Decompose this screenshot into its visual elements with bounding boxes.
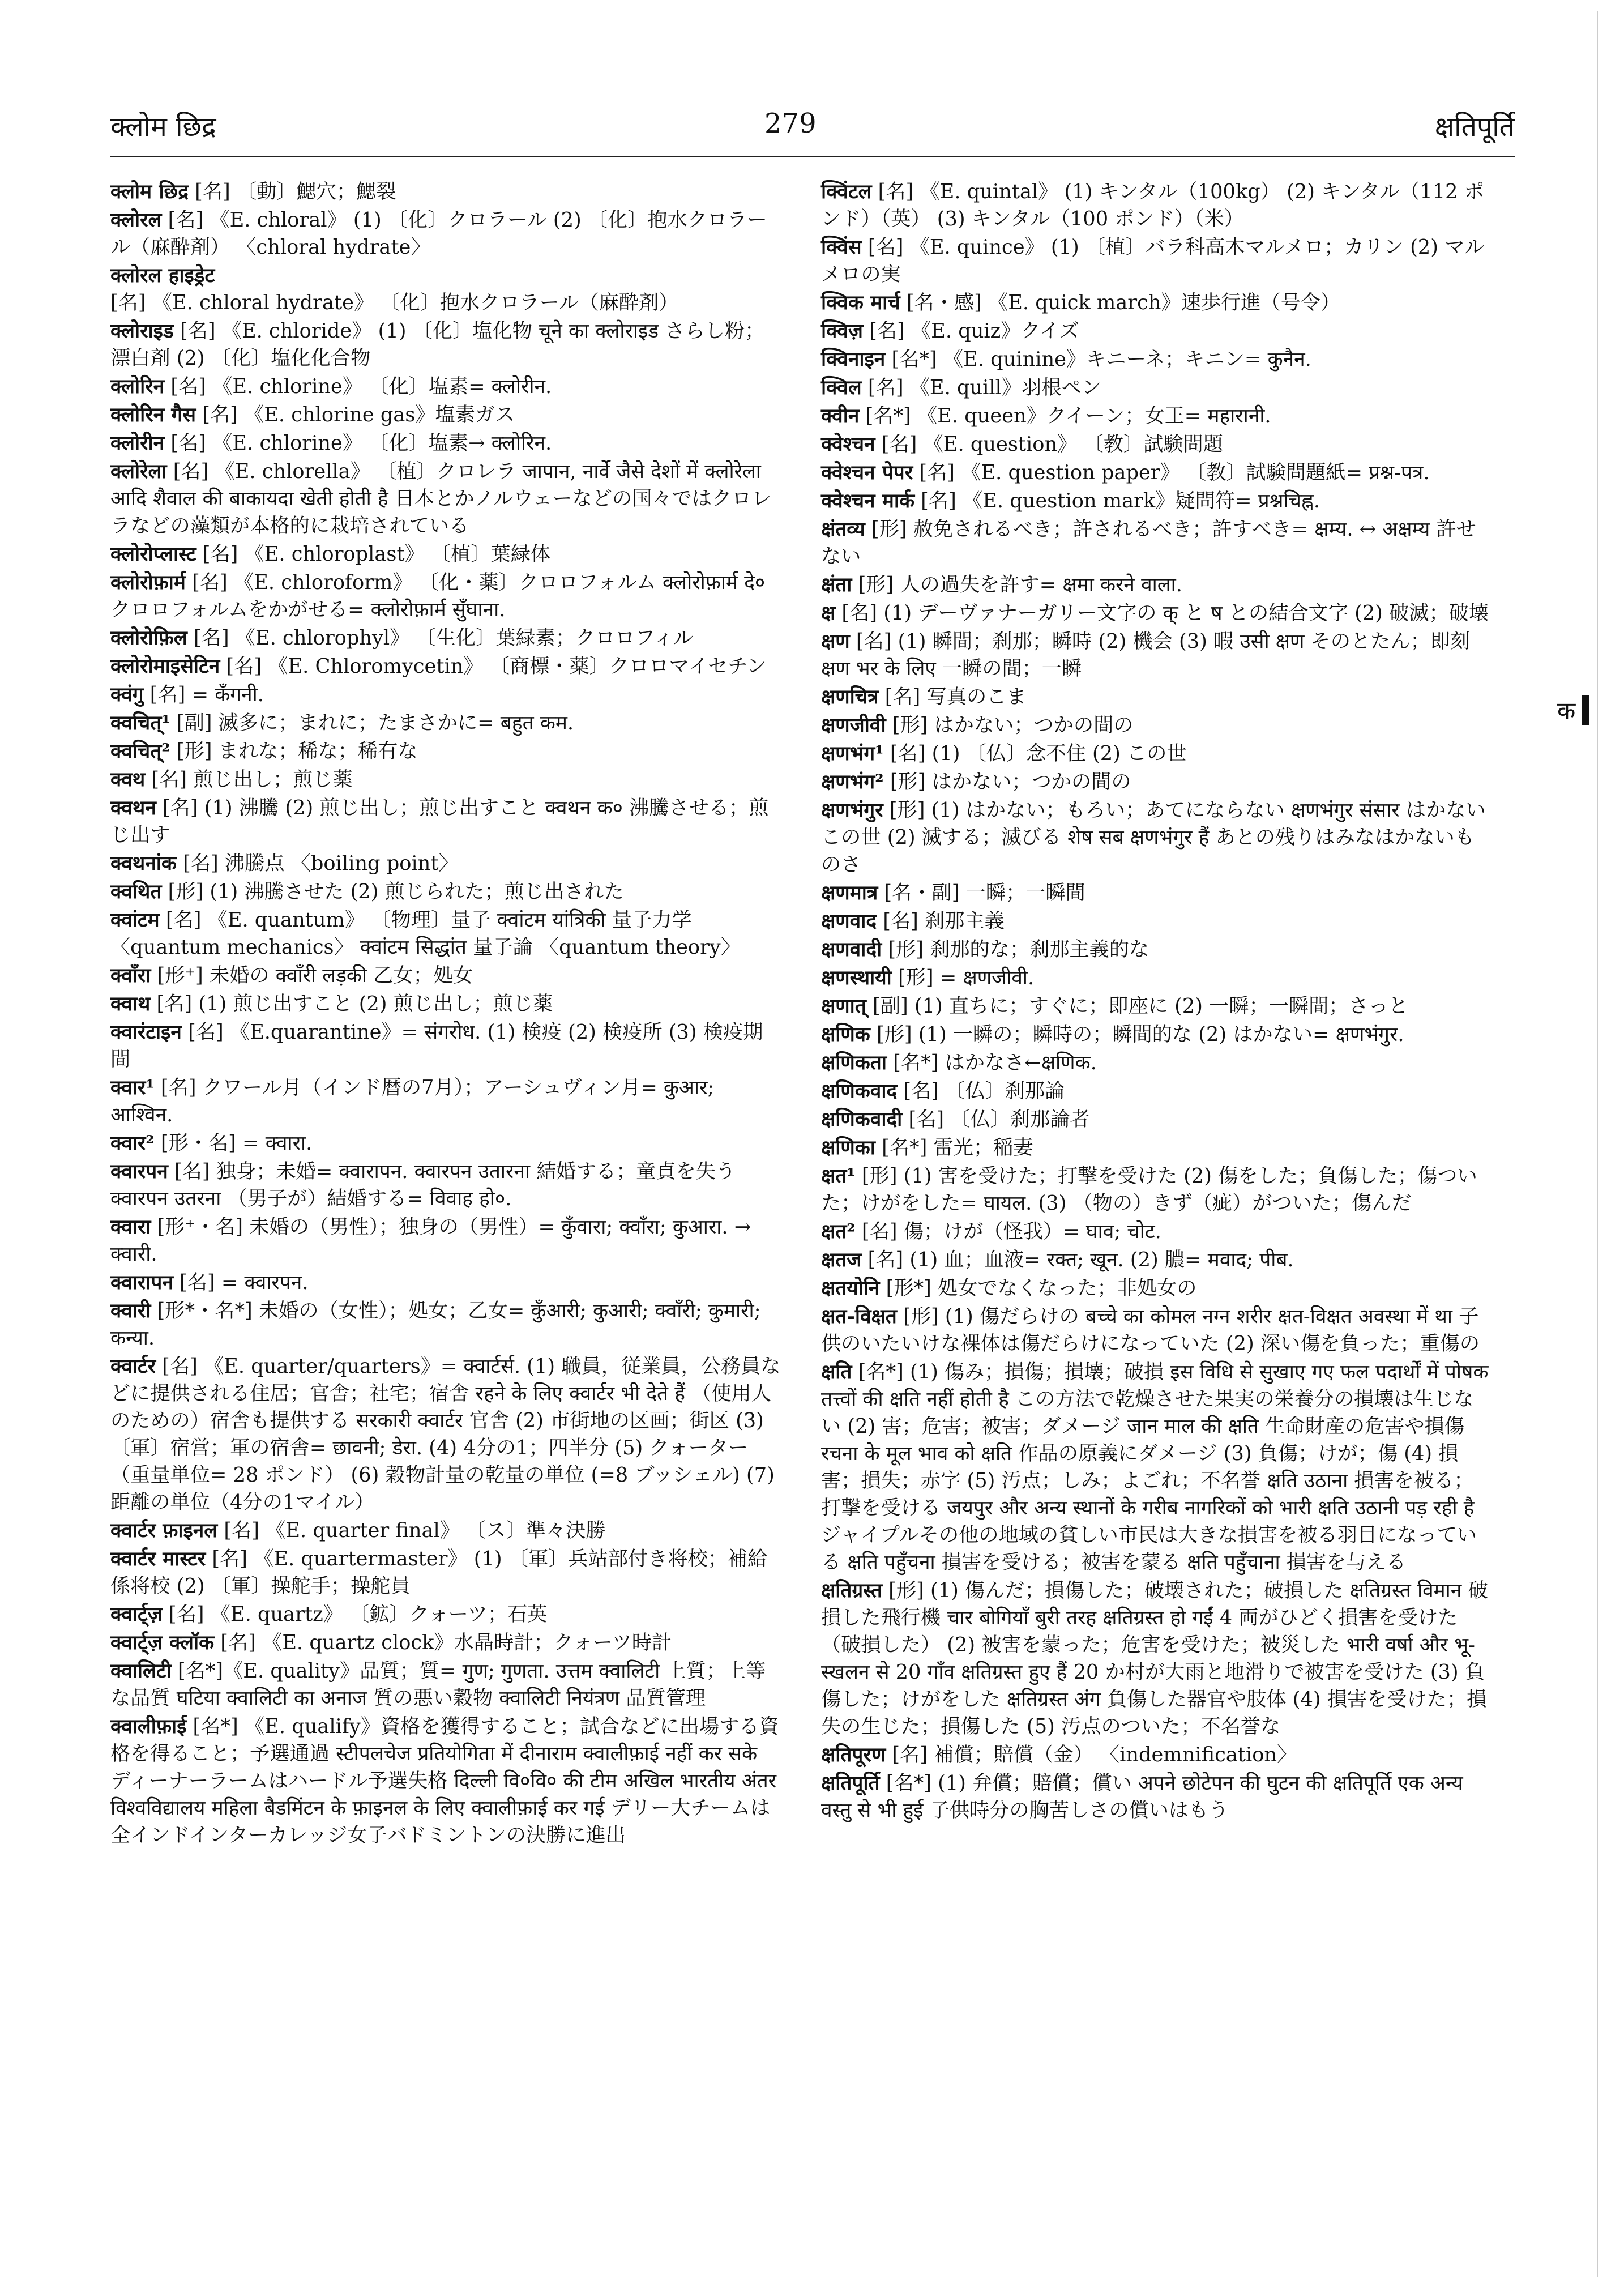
dictionary-entry [110,373,781,400]
headword: क्षणवादी [821,938,882,961]
headword: क्षत¹ [821,1164,856,1188]
dictionary-entry [821,1078,1492,1105]
headword: क्षंता [821,573,852,596]
headword: क्षणभंग² [821,770,884,793]
definition: [名] 《E. chloral》 (1) 〔化〕クロラール (2) 〔化〕抱水クロラール（麻酔剤） 〈chloral hydrate〉 [110,208,767,259]
definition: [名] 傷；けが（怪我）= घाव; चोट. [855,1220,1161,1243]
definition: [副] (1) 直ちに；すぐに；即座に (2) 一瞬；一瞬間；さっと [866,995,1409,1018]
dictionary-entry [110,1517,781,1544]
dictionary-entry [110,962,781,989]
definition: [名] 《E. Chloromycetin》 〔商標・薬〕クロロマイセチン [220,655,767,678]
definition: [形⁺・名] 未婚の（男性）；独身の（男性）= कुँवारा; क्वाँरा; कुआरा. → क्वारी. [110,1215,751,1266]
dictionary-entry [821,1163,1492,1217]
headword: क्वालीफ़ाई [110,1715,187,1738]
page-edge-line [1597,11,1598,2277]
headword: क्षणभंग¹ [821,742,884,765]
definition: [名*] はかなさ←क्षणिक. [886,1051,1097,1074]
dictionary-entry [110,1019,781,1073]
definition: [名*] (1) 傷み；損傷；損壊；破損 इस विधि से सुखाए गए फल पदार्थों में पोषक तत्त्वों की क्षति नहीं होती है この方法で乾燥させた果実の栄養分の損壊は生じない (2) 害；危害；被害；ダメージ जान माल की क्षति 生命財産の危害や損傷 रचना के मूल भाव को क्षति 作品の原義にダメージ (3) 負傷；けが；傷 (4) 損害；損失；赤字 (5) 汚点；しみ；よごれ；不名誉 क्षति उठाना 損害を被る；打撃を受ける जयपुर और अन्य स्थानों के गरीब नागरिकों को भारी क्षति उठानी पड़ रही है ジャイプルその他の地域の貧しい市民は大きな損害を被る羽目になっている क्षति पहुँचना 損害を受ける；被害を蒙る क्षति पहुँचाना 損害を与える [821,1360,1489,1574]
dictionary-entry [821,797,1492,878]
headword: क्षत² [821,1220,856,1243]
headword: क्लोरिन गैस [110,403,196,426]
headword: क्षणिकता [821,1051,887,1074]
dictionary-entry [110,653,781,680]
headword: क्लोरोमाइसेटिन [110,655,220,678]
definition: [名] 《E. chlorella》 〔植〕クロレラ जापान, नार्वे जैसे देशों में क्लोरेला आदि शैवाल की बाकायदा खेती होती है 日本とかノルウェーなどの国々ではクロレラなどの藻類が本格的に栽培されている [110,460,772,537]
dictionary-entry [110,1658,781,1712]
definition: [名] 《E. chlorine》 〔化〕塩素→ क्लोरिन. [164,432,552,455]
definition: [形] (1) はかない；もろい；あてにならない क्षणभंगुर संसार はかないこの世 (2) 滅する；滅びる शेष सब क्षणभंगुर हैं あとの残りはみなはかないものさ [821,799,1486,876]
headword: क्वार्टर मास्टर [110,1547,206,1570]
dictionary-entry [821,964,1492,992]
headword: क्विज़ [821,319,863,343]
headword: क्षणिका [821,1136,875,1159]
definition: [名] 《E. chlorine gas》塩素ガス [196,403,515,426]
definition: [形*・名*] 未婚の（女性）；処女；乙女= कुँआरी; कुआरी; क्वाँरी; कुमारी; कन्या. [110,1299,761,1350]
definition: [名] 《E. quartz》 〔鉱〕クォーツ；石英 [162,1603,548,1626]
headword: क्षणवाद [821,910,877,933]
headword: क्वीन [821,404,860,428]
headword: क्ष [821,601,836,625]
dictionary-entry [110,1353,781,1516]
dictionary-entry [821,431,1492,458]
definition: [名] = क्वारपन. [173,1271,309,1294]
headword: क्विंस [821,236,862,259]
dictionary-entry [821,1770,1492,1824]
definition: [名] クワール月（インド暦の7月）；アーシュヴィン月= कुआर; आश्विन. [110,1076,715,1126]
dictionary-entry [110,402,781,429]
definition: [形] 人の過失を許す= क्षमा करने वाला. [852,573,1182,596]
headword: क्वांटम [110,908,160,932]
dictionary-entry [110,1546,781,1600]
headword: क्विनाइन [821,348,886,371]
left-column [110,178,781,1850]
headword: क्वेश्चन मार्क [821,489,914,513]
definition: [形] (1) 害を受けた；打撃を受けた (2) 傷をした；負傷した；傷ついた；けがをした= घायल. (3) （物の）きず（疵）がついた；傷んだ [821,1164,1477,1215]
definition: [名*] 《E. queen》クイーン；女王= महारानी. [859,404,1271,428]
definition: [名] 《E. quarter/quarters》= क्वार्टर्स. (1) 職員，従業員，公務員などに提供される住居；官舎；社宅；宿舎 रहने के लिए क्वार्टर भी देते हैं （使用人のための）宿舎も提供する सरकारी क्वार्टर 官舎 (2) 市街地の区画；街区 (3) 〔軍〕宿営；軍の宿舎= छावनी; डेरा. (4) 4分の1；四半分 (5) クォーター（重量単位= 28 ポンド） (6) 穀物計量の乾量の単位 (=8 ブッシェル) (7) 距離の単位（4分の1マイル） [110,1355,781,1514]
definition: [名] 刹那主義 [877,910,1005,933]
definition: [名] 煎じ出し；煎じ薬 [145,768,353,791]
dictionary-entry [821,1218,1492,1245]
dictionary-entry [110,1269,781,1296]
dictionary-entry [110,541,781,568]
dictionary-entry [821,908,1492,935]
dictionary-entry [821,1049,1492,1077]
definition: [名] 《E. question mark》疑問符= प्रश्नचिह्न. [914,489,1320,513]
headword: क्वार्टर फ़ाइनल [110,1519,218,1542]
dictionary-entry [821,880,1492,907]
dictionary-entry [110,207,781,261]
definition: [名] 補償；賠償（金） 〈indemnification〉 [886,1743,1297,1766]
headword: क्षणिकवाद [821,1079,898,1103]
definition: [形⁺] 未婚の क्वाँरी लड़की 乙女；処女 [151,964,473,987]
dictionary-entry [821,516,1492,570]
headword: क्विल [821,376,862,399]
dictionary-entry [821,1021,1492,1048]
definition: [名] 独身；未婚= क्वारापन. क्वारपन उतारना 結婚する；童貞を失う क्वारपन उतरना （男子が）結婚する= विवाह हो०. [110,1160,736,1210]
headword: क्वार्टर [110,1355,156,1378]
definition: [形] 赦免されるべき；許されるべき；許すべき= क्षम्य. ↔ अक्षम्य 許せない [821,518,1476,568]
dictionary-entry [110,430,781,457]
dictionary-entry [110,1601,781,1628]
dictionary-entry [110,1074,781,1129]
headword: क्षतिपूर्ति [821,1772,880,1795]
definition: [名] 〔仏〕刹那論 [897,1079,1065,1103]
definition: [名] 《E. quintal》 (1) キンタル（100kg） (2) キンタル（112 ポンド）（英） (3) キンタル（100 ポンド）（米） [821,180,1484,231]
definition: [名] 《E. question》 〔教〕試験問題 [875,433,1223,456]
dictionary-entry [110,850,781,877]
headword: क्वार्ट्ज़ क्लॉक [110,1631,215,1654]
headword: क्षणात् [821,995,866,1018]
definition: [形] はかない；つかの間の [883,770,1131,793]
dictionary-entry [110,681,781,708]
dictionary-entry [821,993,1492,1020]
dictionary-entry [821,769,1492,796]
headword: क्वारंटाइन [110,1021,182,1044]
headword: क्विक मार्च [821,291,900,314]
headword: क्वार² [110,1132,155,1155]
headword: क्लोरीन [110,432,165,455]
definition: [名*]《E. quality》品質；質= गुण; गुणता. उत्तम क्वालिटी 上質；上等な品質 घटिया क्वालिटी का अनाज 質の悪い穀物 क्वालिटी नियंत्रण 品質管理 [110,1659,766,1710]
headword: क्षण [821,630,850,653]
dictionary-entry [110,991,781,1018]
page-number: 279 [764,108,817,139]
definition: [名] 《E. chloral hydrate》 〔化〕抱水クロラール（麻酔剤） [110,291,679,314]
definition: [名] (1) 瞬間；刹那；瞬時 (2) 機会 (3) 暇 उसी क्षण そのとたん；即刻 क्षण भर के लिए 一瞬の間；一瞬 [821,630,1471,680]
dictionary-entry [821,234,1492,288]
dictionary-entry [110,1158,781,1213]
definition: [形・名] = क्वारा. [154,1132,313,1155]
dictionary-entry [110,738,781,765]
dictionary-entry [821,1303,1492,1358]
definition: [名] 《E. quarter final》 〔ス〕準々決勝 [217,1519,606,1542]
definition: [形] 刹那的な；刹那主義的な [882,938,1149,961]
headword: क्वारपन [110,1160,168,1183]
headword: क्षणिकवादी [821,1108,903,1131]
definition: [名] (1) 血；血液= रक्त; खून. (2) 膿= मवाद; पीब. [861,1248,1294,1271]
dictionary-entry [821,1359,1492,1576]
definition: [形*] 処女でなくなった；非処女の [879,1277,1197,1300]
headword: क्वंगु [110,683,144,706]
definition: [名] (1) 煎じ出すこと (2) 煎じ出し；煎じ薬 [150,992,553,1015]
dictionary-entry [821,740,1492,767]
dictionary-entry [110,710,781,737]
definition: [名*] 雷光；稲妻 [875,1136,1033,1159]
right-column [821,178,1492,1825]
definition: [名] = कँगनी. [143,683,264,706]
headword: क्वारा [110,1215,151,1239]
definition: [名] 《E. quill》羽根ペン [861,376,1101,399]
dictionary-entry [821,1275,1492,1302]
page-header [110,85,1515,147]
headword: क्वार¹ [110,1076,155,1099]
definition: [形] (1) 沸騰させた (2) 煎じられた；煎じ出された [161,880,624,903]
definition: [形] = क्षणजीवी. [891,966,1035,989]
header-rule [110,156,1515,157]
dictionary-entry [821,628,1492,682]
dictionary-entry [821,374,1492,402]
definition: [名] 《E. chlorine》 〔化〕塩素= क्लोरीन. [164,375,552,398]
headword: क्वार्ट्ज़ [110,1603,163,1626]
definition: [名] 《E. quiz》クイズ [862,319,1079,343]
dictionary-entry [821,1106,1492,1133]
headword: क्वथन [110,796,156,820]
headword: क्षणमात्र [821,881,878,904]
left-guide-word: क्लोम छिद्र [110,111,216,143]
headword: क्षणभंगुर [821,799,883,822]
dictionary-entry [821,289,1492,317]
dictionary-entry [821,1247,1492,1274]
dictionary-entry [821,1742,1492,1769]
headword: क्षतयोनि [821,1277,880,1300]
definition: [名] 〔仏〕刹那論者 [902,1108,1090,1131]
headword: क्षणचित्र [821,685,879,708]
dictionary-entry [110,178,781,206]
headword: क्वारापन [110,1271,173,1294]
headword: क्विंटल [821,180,872,203]
definition: [名] (1) 〔仏〕念不住 (2) この世 [883,742,1187,765]
dictionary-entry [821,684,1492,711]
definition: [名] 沸騰点 〈boiling point〉 [176,852,459,875]
headword: क्वचित्² [110,740,170,763]
headword: क्वेश्चन [821,433,875,456]
dictionary-entry [110,262,781,317]
definition: [名] 《E. chloroform》 〔化・薬〕クロロフォルム क्लोरोफ़ार्म दे० クロロフォルムをかがせる= क्लोरोफ़ार्म सुँघाना. [110,571,766,621]
headword: क्वाथ [110,992,151,1015]
thumb-index-bar [1582,695,1589,725]
definition: [名] 《E. question paper》 〔教〕試験問題紙= प्रश्न-पत्र. [913,461,1430,484]
headword: क्वाँरा [110,964,151,987]
headword: क्वचित्¹ [110,711,170,735]
dictionary-entry [110,458,781,540]
definition: [名・感] 《E. quick march》速歩行進（号令） [900,291,1341,314]
headword: क्षति [821,1360,852,1384]
definition: [名] 写真のこま [878,685,1027,708]
headword: क्लोरोफ़िल [110,626,187,650]
headword: क्वारी [110,1299,151,1322]
definition: [名] 《E. quartz clock》水晶時計；クォーツ時計 [214,1631,672,1654]
headword: क्षत-विक्षत [821,1305,897,1328]
dictionary-entry [821,936,1492,963]
headword: क्षतिग्रस्त [821,1579,882,1602]
dictionary-entry [821,571,1492,599]
dictionary-entry [821,178,1492,233]
definition: [副] 滅多に；まれに；たまさかに= बहुत कम. [170,711,574,735]
definition: [形] (1) 傷んだ；損傷した；破壊された；破損した क्षतिग्रस्त विमान 破損した飛行機 चार बोगियाँ बुरी तरह क्षतिग्रस्त हो गईं 4 両がひどく損害を受けた（破損した） (2) 被害を蒙った；危害を受けた；被災した भारी वर्षा और भू-स्खलन से 20 गाँव क्षतिग्रस्त हुए हैं 20 か村が大雨と地滑りで被害を受けた (3) 負傷した；けがをした क्षतिग्रस्त अंग 負傷した器官や肢体 (4) 損害を受けた；損失の生じた；損傷した (5) 汚点のついた；不名誉な [821,1579,1488,1738]
definition: [名] 《E. chlorophyl》 〔生化〕葉緑素；クロロフィル [187,626,694,650]
dictionary-entry [821,318,1492,345]
headword: क्षतज [821,1248,862,1271]
dictionary-entry [110,625,781,652]
dictionary-entry [821,403,1492,430]
definition: [名*] 《E. qualify》資格を獲得すること；試合などに出場する資格を得ること；予選通過 स्टीपलचेज प्रतियोगिता में दीनाराम क्वालीफ़ाई नहीं कर सके ディーナーラームはハードル予選失格 दिल्ली वि०वि० की टीम अखिल भारतीय अंतर विश्वविद्यालय महिला बैडमिंटन के फ़ाइनल के लिए क्वालीफ़ाई कर गई デリー大チームは全インドインターカレッジ女子バドミントンの決勝に進出 [110,1715,779,1847]
dictionary-entry [110,1713,781,1849]
headword: क्षंतव्य [821,518,865,541]
dictionary-entry [821,1134,1492,1162]
definition: [名] (1) 沸騰 (2) 煎じ出し；煎じ出すこと क्वथन क० 沸騰させる；煎じ出す [110,796,769,847]
dictionary-entry [110,1130,781,1157]
definition: [名] 《E. quartermaster》 (1) 〔軍〕兵站部付き将校；補給係将校 (2) 〔軍〕操舵手；操舵員 [110,1547,768,1598]
headword: क्वेश्चन पेपर [821,461,913,484]
headword: क्लोरेला [110,460,167,483]
thumb-index-letter: क [1557,697,1576,724]
definition: [形] (1) 傷だらけの बच्चे का कोमल नग्न शरीर क्षत-विक्षत अवस्था में था 子供のいたいけな裸体は傷だらけになっていた (2) 深い傷を負った；重傷の [821,1305,1480,1355]
dictionary-entry [110,569,781,624]
headword: क्वथित [110,880,162,903]
definition: [名*] (1) 弁償；賠償；償い अपने छोटेपन की घुटन की क्षतिपूर्ति एक अन्य वस्तु से भी हुई 子供時分の胸苦しさの償いはもう [821,1772,1463,1822]
headword: क्लोरोफ़ार्म [110,571,186,594]
definition: [名] 《E. quantum》 〔物理〕量子 क्वांटम यांत्रिकी 量子力学 〈quantum mechanics〉 क्वांटम सिद्धांत 量子論 〈quantum theory〉 [110,908,741,959]
headword: क्षतिपूरण [821,1743,886,1766]
definition: [名] 〔動〕鰓穴；鰓裂 [188,180,396,203]
definition: [名*] 《E. quinine》キニーネ；キニン= कुनैन. [885,348,1311,371]
dictionary-entry [110,907,781,961]
definition: [名] 《E. chloride》 (1) 〔化〕塩化物 चूने का क्लोराइड さらし粉；漂白剤 (2) 〔化〕塩化化合物 [110,319,765,370]
definition: [名] 《E. chloroplast》 〔植〕葉緑体 [196,543,551,566]
headword: क्षणस्थायी [821,966,892,989]
dictionary-entry [110,318,781,372]
headword: क्वथ [110,768,146,791]
headword: क्लोरल हाइड्रेट [110,264,215,287]
definition: [名] 《E. quince》 (1) 〔植〕バラ科高木マルメロ；カリン (2) マルメロの実 [821,236,1485,286]
definition: [名] 《E.quarantine》= संगरोध. (1) 検疫 (2) 検疫所 (3) 検疫期間 [110,1021,763,1071]
headword: क्लोम छिद्र [110,180,189,203]
dictionary-entry [110,795,781,849]
headword: क्षणिक [821,1023,870,1046]
dictionary-entry [821,488,1492,515]
headword: क्लोरिन [110,375,165,398]
dictionary-entry [110,1214,781,1268]
right-guide-word: क्षतिपूर्ति [1434,111,1515,143]
headword: क्लोराइड [110,319,174,343]
definition: [形] (1) 一瞬の；瞬時の；瞬間的な (2) はかない= क्षणभंगुर. [870,1023,1404,1046]
headword: क्लोरोप्लास्ट [110,543,196,566]
dictionary-entry [110,766,781,793]
headword: क्वथनांक [110,852,177,875]
dictionary-entry [821,346,1492,373]
definition: [形] はかない；つかの間の [886,714,1134,737]
headword: क्वालिटी [110,1659,172,1683]
headword: क्षणजीवी [821,714,886,737]
definition: [名] (1) デーヴァナーガリー文字の क् と ष との結合文字 (2) 破滅；破壊 [835,601,1489,625]
dictionary-entry [110,1629,781,1657]
dictionary-entry [821,600,1492,627]
dictionary-entry [821,1577,1492,1740]
definition: [形] まれな；稀な；稀有な [170,740,418,763]
dictionary-entry [110,878,781,906]
dictionary-entry [821,712,1492,739]
definition: [名・副] 一瞬；一瞬間 [878,881,1085,904]
headword: क्लोरल [110,208,162,232]
dictionary-entry [110,1297,781,1352]
dictionary-entry [821,459,1492,486]
